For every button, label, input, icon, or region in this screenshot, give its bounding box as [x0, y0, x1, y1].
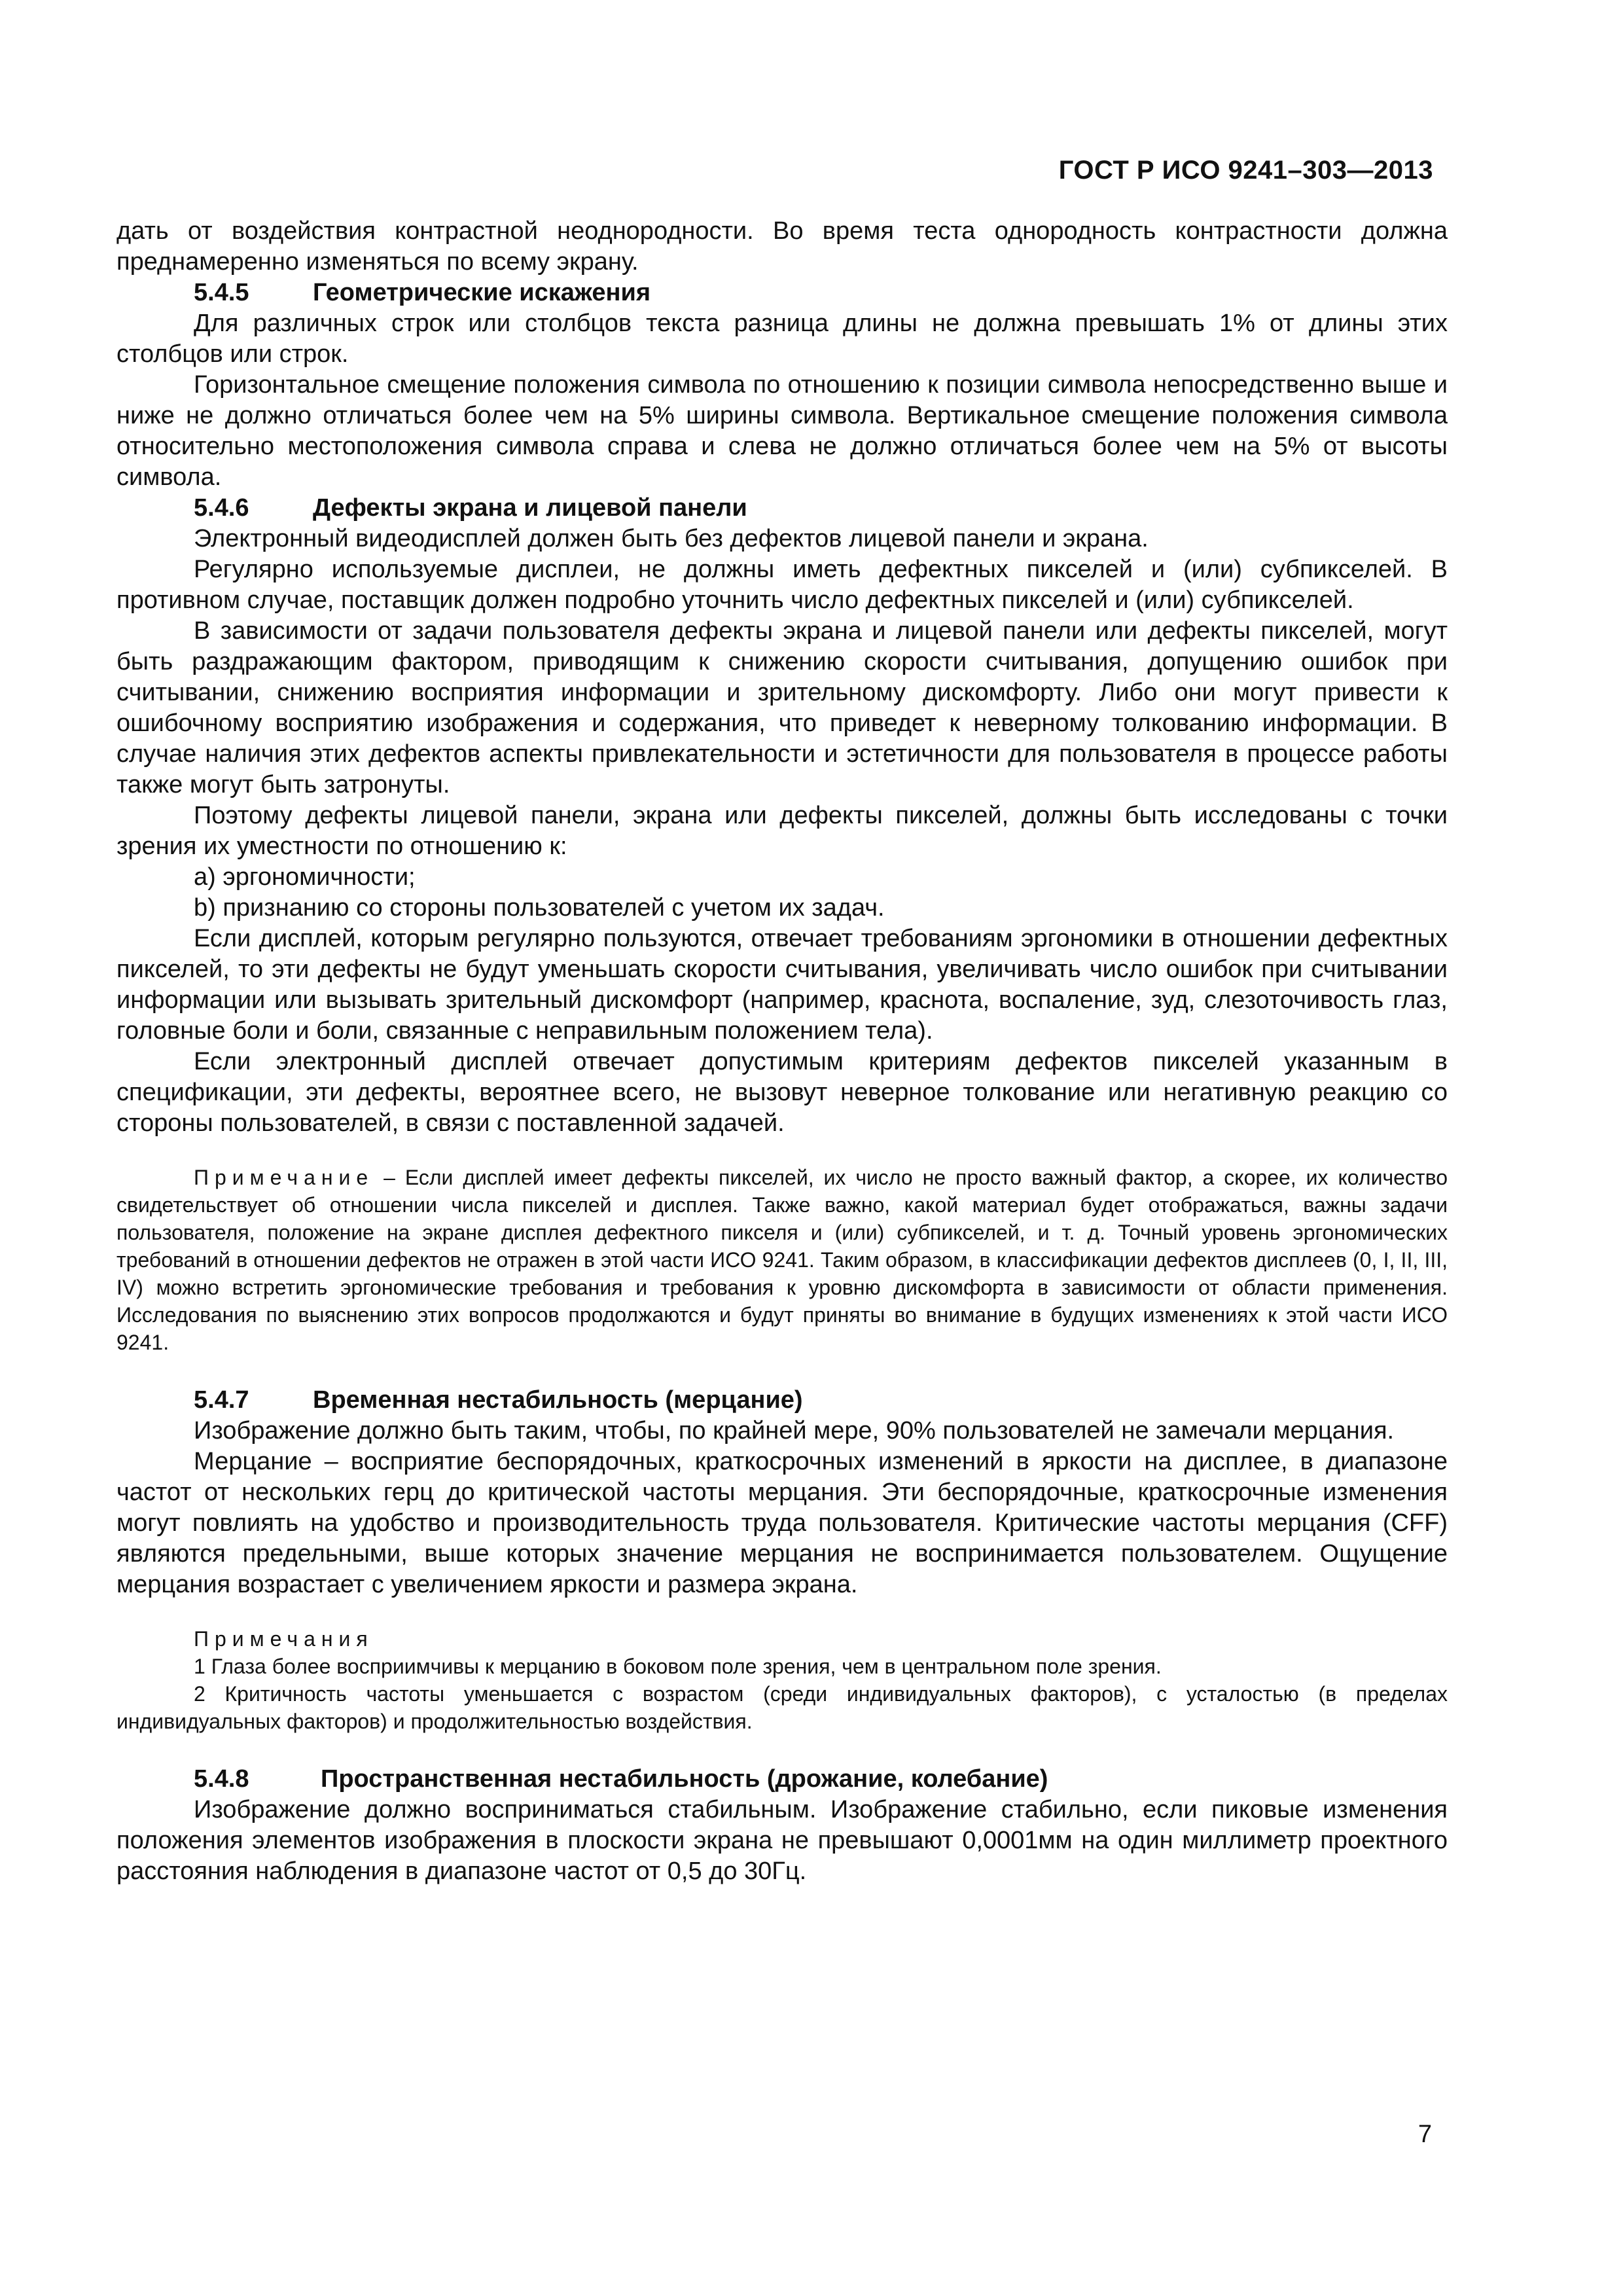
section-number: 5.4.6 — [194, 494, 249, 522]
note-label: Примечание — [194, 1166, 374, 1189]
paragraph: Горизонтальное смещение положения символа по отношению к позиции символа непосредственно выше и ниже не должно отличаться более чем на 5% ширины символа. Вертикальное смещение положения символа относительно местоположения символа справа и слева не должно отличаться более чем на 5% от высоты символа. — [116, 371, 1448, 491]
note-block — [116, 1164, 1448, 1356]
section-heading-5-4-5 — [116, 278, 1448, 308]
notes-title: Примечания — [194, 1627, 374, 1651]
document-body — [116, 216, 1448, 1887]
note-text: – Если дисплей имеет дефекты пикселей, их число не просто важный фактор, а скорее, их количество свидетельствует об отношении числа пикселей и дисплея. Также важно, какой материал будет отображаться, важны задачи пользователя, положение на экране дисплея дефектного пикселя и (или) субпикселей, и т. д. Точный уровень эргономических требований в отношении дефектов не отражен в этой части ИСО 9241. Таким образом, в классификации дефектов дисплеев (0, I, II, III, IV) можно встретить эргономические требования и требования к уровню дискомфорта в зависимости от области применения. Исследования по выяснению этих вопросов продолжаются и будут приняты во внимание в будущих изменениях к этой части ИСО 9241. — [116, 1166, 1448, 1354]
section-title: Пространственная нестабильность (дрожание, колебание) — [321, 1765, 1048, 1793]
list-item: a) эргономичности; — [194, 863, 416, 891]
paragraph: Электронный видеодисплей должен быть без дефектов лицевой панели и экрана. — [194, 525, 1149, 552]
list-item: b) признанию со стороны пользователей с учетом их задач. — [194, 894, 885, 922]
paragraph: Мерцание – восприятие беспорядочных, краткосрочных изменений в яркости на дисплее, в диапазоне частот от нескольких герц до критической частоты мерцания. Эти беспорядочные, краткосрочные изменения могут повлиять на удобство и производительность труда пользователя. Критические частоты мерцания (CFF) являются предельными, выше которых значение мерцания не воспринимается пользователем. Ощущение мерцания возрастает с увеличением яркости и размера экрана. — [116, 1448, 1448, 1598]
paragraph: Если дисплей, которым регулярно пользуются, отвечает требованиям эргономики в отношении дефектных пикселей, то эти дефекты не будут уменьшать скорости считывания, увеличивать число ошибок при считывании информации или вызывать зрительный дискомфорт (например, краснота, воспаление, зуд, слезоточивость глаз, головные боли и боли, связанные с неправильным положением тела). — [116, 925, 1448, 1045]
section-heading-5-4-8 — [116, 1764, 1448, 1795]
document-header-id: ГОСТ Р ИСО 9241–303—2013 — [1058, 156, 1433, 185]
page-number: 7 — [1418, 2121, 1432, 2148]
section-heading-5-4-6 — [116, 493, 1448, 524]
paragraph: Изображение должно быть таким, чтобы, по крайней мере, 90% пользователей не замечали мерцания. — [194, 1417, 1395, 1444]
section-title: Дефекты экрана и лицевой панели — [313, 494, 747, 522]
paragraph: Если электронный дисплей отвечает допустимым критериям дефектов пикселей указанным в спецификации, эти дефекты, вероятнее всего, не вызовут неверное толкование или негативную реакцию со стороны пользователей, в связи с поставленной задачей. — [116, 1048, 1448, 1137]
paragraph: Регулярно используемые дисплеи, не должны иметь дефектных пикселей и (или) субпикселей. В противном случае, поставщик должен подробно уточнить число дефектных пикселей и (или) субпикселей. — [116, 556, 1448, 614]
section-heading-5-4-7 — [116, 1385, 1448, 1416]
section-number: 5.4.8 — [194, 1765, 249, 1793]
section-number: 5.4.7 — [194, 1386, 249, 1414]
note-item: 1 Глаза более восприимчивы к мерцанию в боковом поле зрения, чем в центральном поле зрения. — [194, 1655, 1162, 1678]
paragraph: В зависимости от задачи пользователя дефекты экрана и лицевой панели или дефекты пикселей, могут быть раздражающим фактором, приводящим к снижению скорости считывания, допущению ошибок при считывании, снижению восприятия информации и зрительному дискомфорту. Либо они могут привести к ошибочному восприятию изображения и содержания, что приведет к неверному толкованию информации. В случае наличия этих дефектов аспекты привлекательности и эстетичности для пользователя в процессе работы также могут быть затронуты. — [116, 617, 1448, 798]
section-title: Геометрические искажения — [313, 279, 651, 306]
section-number: 5.4.5 — [194, 279, 249, 306]
note-item: 2 Критичность частоты уменьшается с возрастом (среди индивидуальных факторов), с усталостью (в пределах индивидуальных факторов) и продолжительностью воздействия. — [116, 1682, 1448, 1733]
paragraph: Изображение должно восприниматься стабильным. Изображение стабильно, если пиковые изменения положения элементов изображения в плоскости экрана не превышают 0,0001мм на один миллиметр проектного расстояния наблюдения в диапазоне частот от 0,5 до 30Гц. — [116, 1796, 1448, 1885]
paragraph: Для различных строк или столбцов текста разница длины не должна превышать 1% от длины этих столбцов или строк. — [116, 310, 1448, 368]
intro-paragraph: дать от воздействия контрастной неоднородности. Во время теста однородность контрастности должна преднамеренно изменяться по всему экрану. — [116, 217, 1448, 276]
section-title: Временная нестабильность (мерцание) — [313, 1386, 803, 1414]
paragraph: Поэтому дефекты лицевой панели, экрана или дефекты пикселей, должны быть исследованы с точки зрения их уместности по отношению к: — [116, 802, 1448, 860]
